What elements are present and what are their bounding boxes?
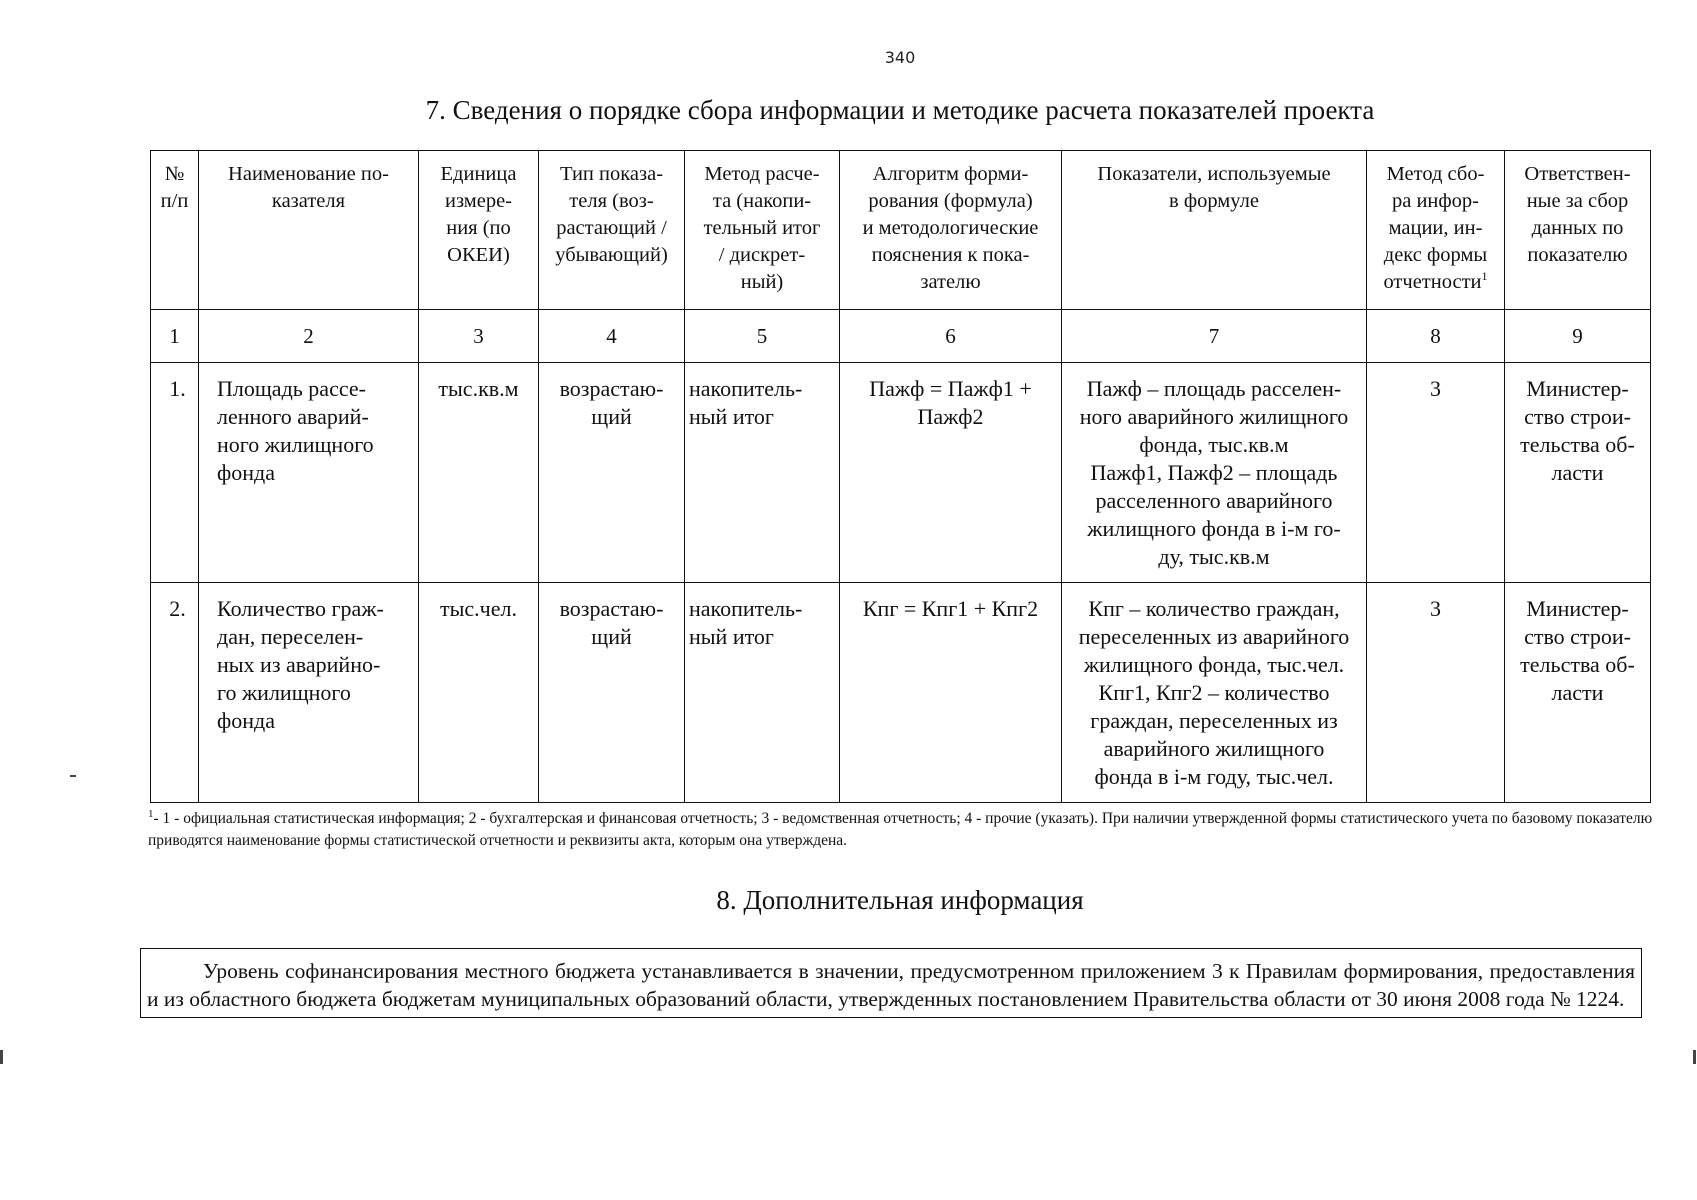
collection-method: 3	[1367, 583, 1505, 803]
column-number: 8	[1367, 310, 1505, 363]
column-number: 2	[199, 310, 419, 363]
footnote-mark: 1	[148, 807, 154, 820]
responsible: Министер- ство строи- тельства об- ласти	[1505, 583, 1651, 803]
formula: Пажф = Пажф1 + Пажф2	[840, 363, 1062, 583]
scan-artifact	[70, 775, 76, 777]
header-cell	[1367, 151, 1505, 310]
header-cell: Наименование по- казателя	[199, 151, 419, 310]
additional-info-box: Уровень софинансирования местного бюджета устанавливается в значении, предусмотренном приложением 3 к Правилам формирования, предоставления и из областного бюджета бюджетам муниципальных образований области, утвержденных постановлением Правительства области от 30 июня 2008 года № 1224.	[140, 948, 1642, 1018]
indicator-name: Площадь рассе- ленного аварий- ного жилищного фонда	[199, 363, 419, 583]
row-number: 2.	[151, 583, 199, 803]
row-number: 1.	[151, 363, 199, 583]
column-number: 6	[840, 310, 1062, 363]
collection-method: 3	[1367, 363, 1505, 583]
header-cell: Единица измере- ния (по ОКЕИ)	[419, 151, 539, 310]
column-number: 3	[419, 310, 539, 363]
column-number: 9	[1505, 310, 1651, 363]
column-number: 4	[539, 310, 685, 363]
calc-method: накопитель- ный итог	[685, 583, 840, 803]
section-8-title: 8. Дополнительная информация	[716, 885, 1084, 915]
formula-indicators: Кпг – количество граждан, переселенных из аварийного жилищного фонда, тыс.чел. Кпг1, Кпг2 – количество граждан, переселенных из аварийного жилищного фонда в i-м году, тыс.чел.	[1062, 583, 1367, 803]
header-cell: Метод расче- та (накопи- тельный итог / дискрет- ный)	[685, 151, 840, 310]
column-number-row	[151, 310, 1651, 363]
indicator-type: возрастаю- щий	[539, 583, 685, 803]
footnote-ref: 1	[1481, 269, 1488, 284]
header-cell: Алгоритм форми- рования (формула) и методологические пояснения к пока- зателю	[840, 151, 1062, 310]
column-number: 7	[1062, 310, 1367, 363]
scan-artifact	[1693, 1050, 1696, 1064]
indicators-table	[150, 150, 1651, 803]
unit: тыс.кв.м	[419, 363, 539, 583]
footnote	[148, 808, 1658, 852]
column-number: 5	[685, 310, 840, 363]
footnote-text: - 1 - официальная статистическая информация; 2 - бухгалтерская и финансовая отчетность; 3 - ведомственная отчетность; 4 - прочие (указать). При наличии утвержденной формы статистического учета по базовому показателю приводятся наименование формы статистической отчетности и реквизиты акта, которым она утверждена.	[148, 810, 1653, 849]
section-7-title: 7. Сведения о порядке сбора информации и методике расчета показателей проекта	[425, 95, 1375, 125]
indicator-name: Количество граж- дан, переселен- ных из аварийно- го жилищного фонда	[199, 583, 419, 803]
responsible: Министер- ство строи- тельства об- ласти	[1505, 363, 1651, 583]
page-number: 340	[884, 48, 916, 67]
calc-method: накопитель- ный итог	[685, 363, 840, 583]
formula-indicators: Пажф – площадь расселен- ного аварийного жилищного фонда, тыс.кв.м Пажф1, Пажф2 – площадь расселенного аварийного жилищного фонда в i-м го- ду, тыс.кв.м	[1062, 363, 1367, 583]
column-number: 1	[151, 310, 199, 363]
indicator-type: возрастаю- щий	[539, 363, 685, 583]
header-cell: № п/п	[151, 151, 199, 310]
header-text: Метод сбо- ра инфор- мации, ин- декс формы отчетности	[1383, 163, 1488, 293]
table-row	[151, 363, 1651, 583]
formula: Кпг = Кпг1 + Кпг2	[840, 583, 1062, 803]
scan-artifact	[0, 1050, 3, 1064]
header-cell: Ответствен- ные за сбор данных по показателю	[1505, 151, 1651, 310]
unit: тыс.чел.	[419, 583, 539, 803]
header-cell: Показатели, используемые в формуле	[1062, 151, 1367, 310]
header-cell: Тип показа- теля (воз- растающий / убывающий)	[539, 151, 685, 310]
table-header-row	[151, 151, 1651, 310]
table-row	[151, 583, 1651, 803]
